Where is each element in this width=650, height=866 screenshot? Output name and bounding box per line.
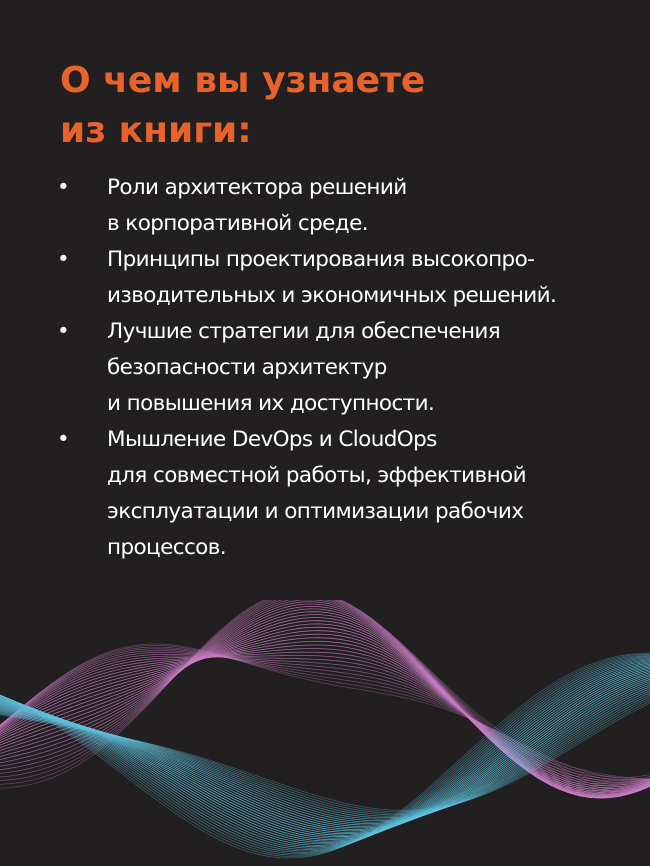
list-item-line: Лучшие стратегии для обеспечения [107, 319, 501, 344]
list-item-line: изводительных и экономичных решений. [107, 283, 557, 308]
wave-line [0, 663, 650, 843]
list-item-line: Роли архитектора решений [107, 175, 407, 200]
list-item [54, 314, 556, 422]
list-item [54, 422, 556, 566]
list-item-line: в корпоративной среде. [107, 211, 368, 236]
list-item-line: Мышление DevOps и CloudOps [107, 427, 437, 452]
list-item [54, 242, 556, 314]
wave-line [0, 656, 650, 854]
list-item-line: эксплуатации и оптимизации рабочих [107, 499, 524, 524]
list-item [54, 170, 556, 242]
bullet-icon: • [57, 175, 70, 200]
feature-list [54, 170, 556, 566]
bullet-icon: • [57, 247, 70, 272]
list-item-line: безопасности архитектур [107, 355, 387, 380]
heading-line: О чем вы узнаете [60, 60, 426, 101]
list-item-line: для совместной работы, эффективной [107, 463, 526, 488]
wave-cyan-ribbon [0, 653, 650, 858]
section-heading [60, 56, 425, 156]
wave-pink-ribbon [0, 600, 650, 798]
bullet-icon: • [57, 427, 70, 452]
wave-line [0, 612, 650, 795]
list-item-line: и повышения их доступности. [107, 391, 435, 416]
bullet-icon: • [57, 319, 70, 344]
heading-line: из книги: [60, 110, 252, 151]
decorative-wave-lines [0, 600, 650, 866]
wave-line [0, 693, 650, 815]
list-item-line: процессов. [107, 535, 227, 560]
list-item-line: Принципы проектирования высокопро- [107, 247, 535, 272]
